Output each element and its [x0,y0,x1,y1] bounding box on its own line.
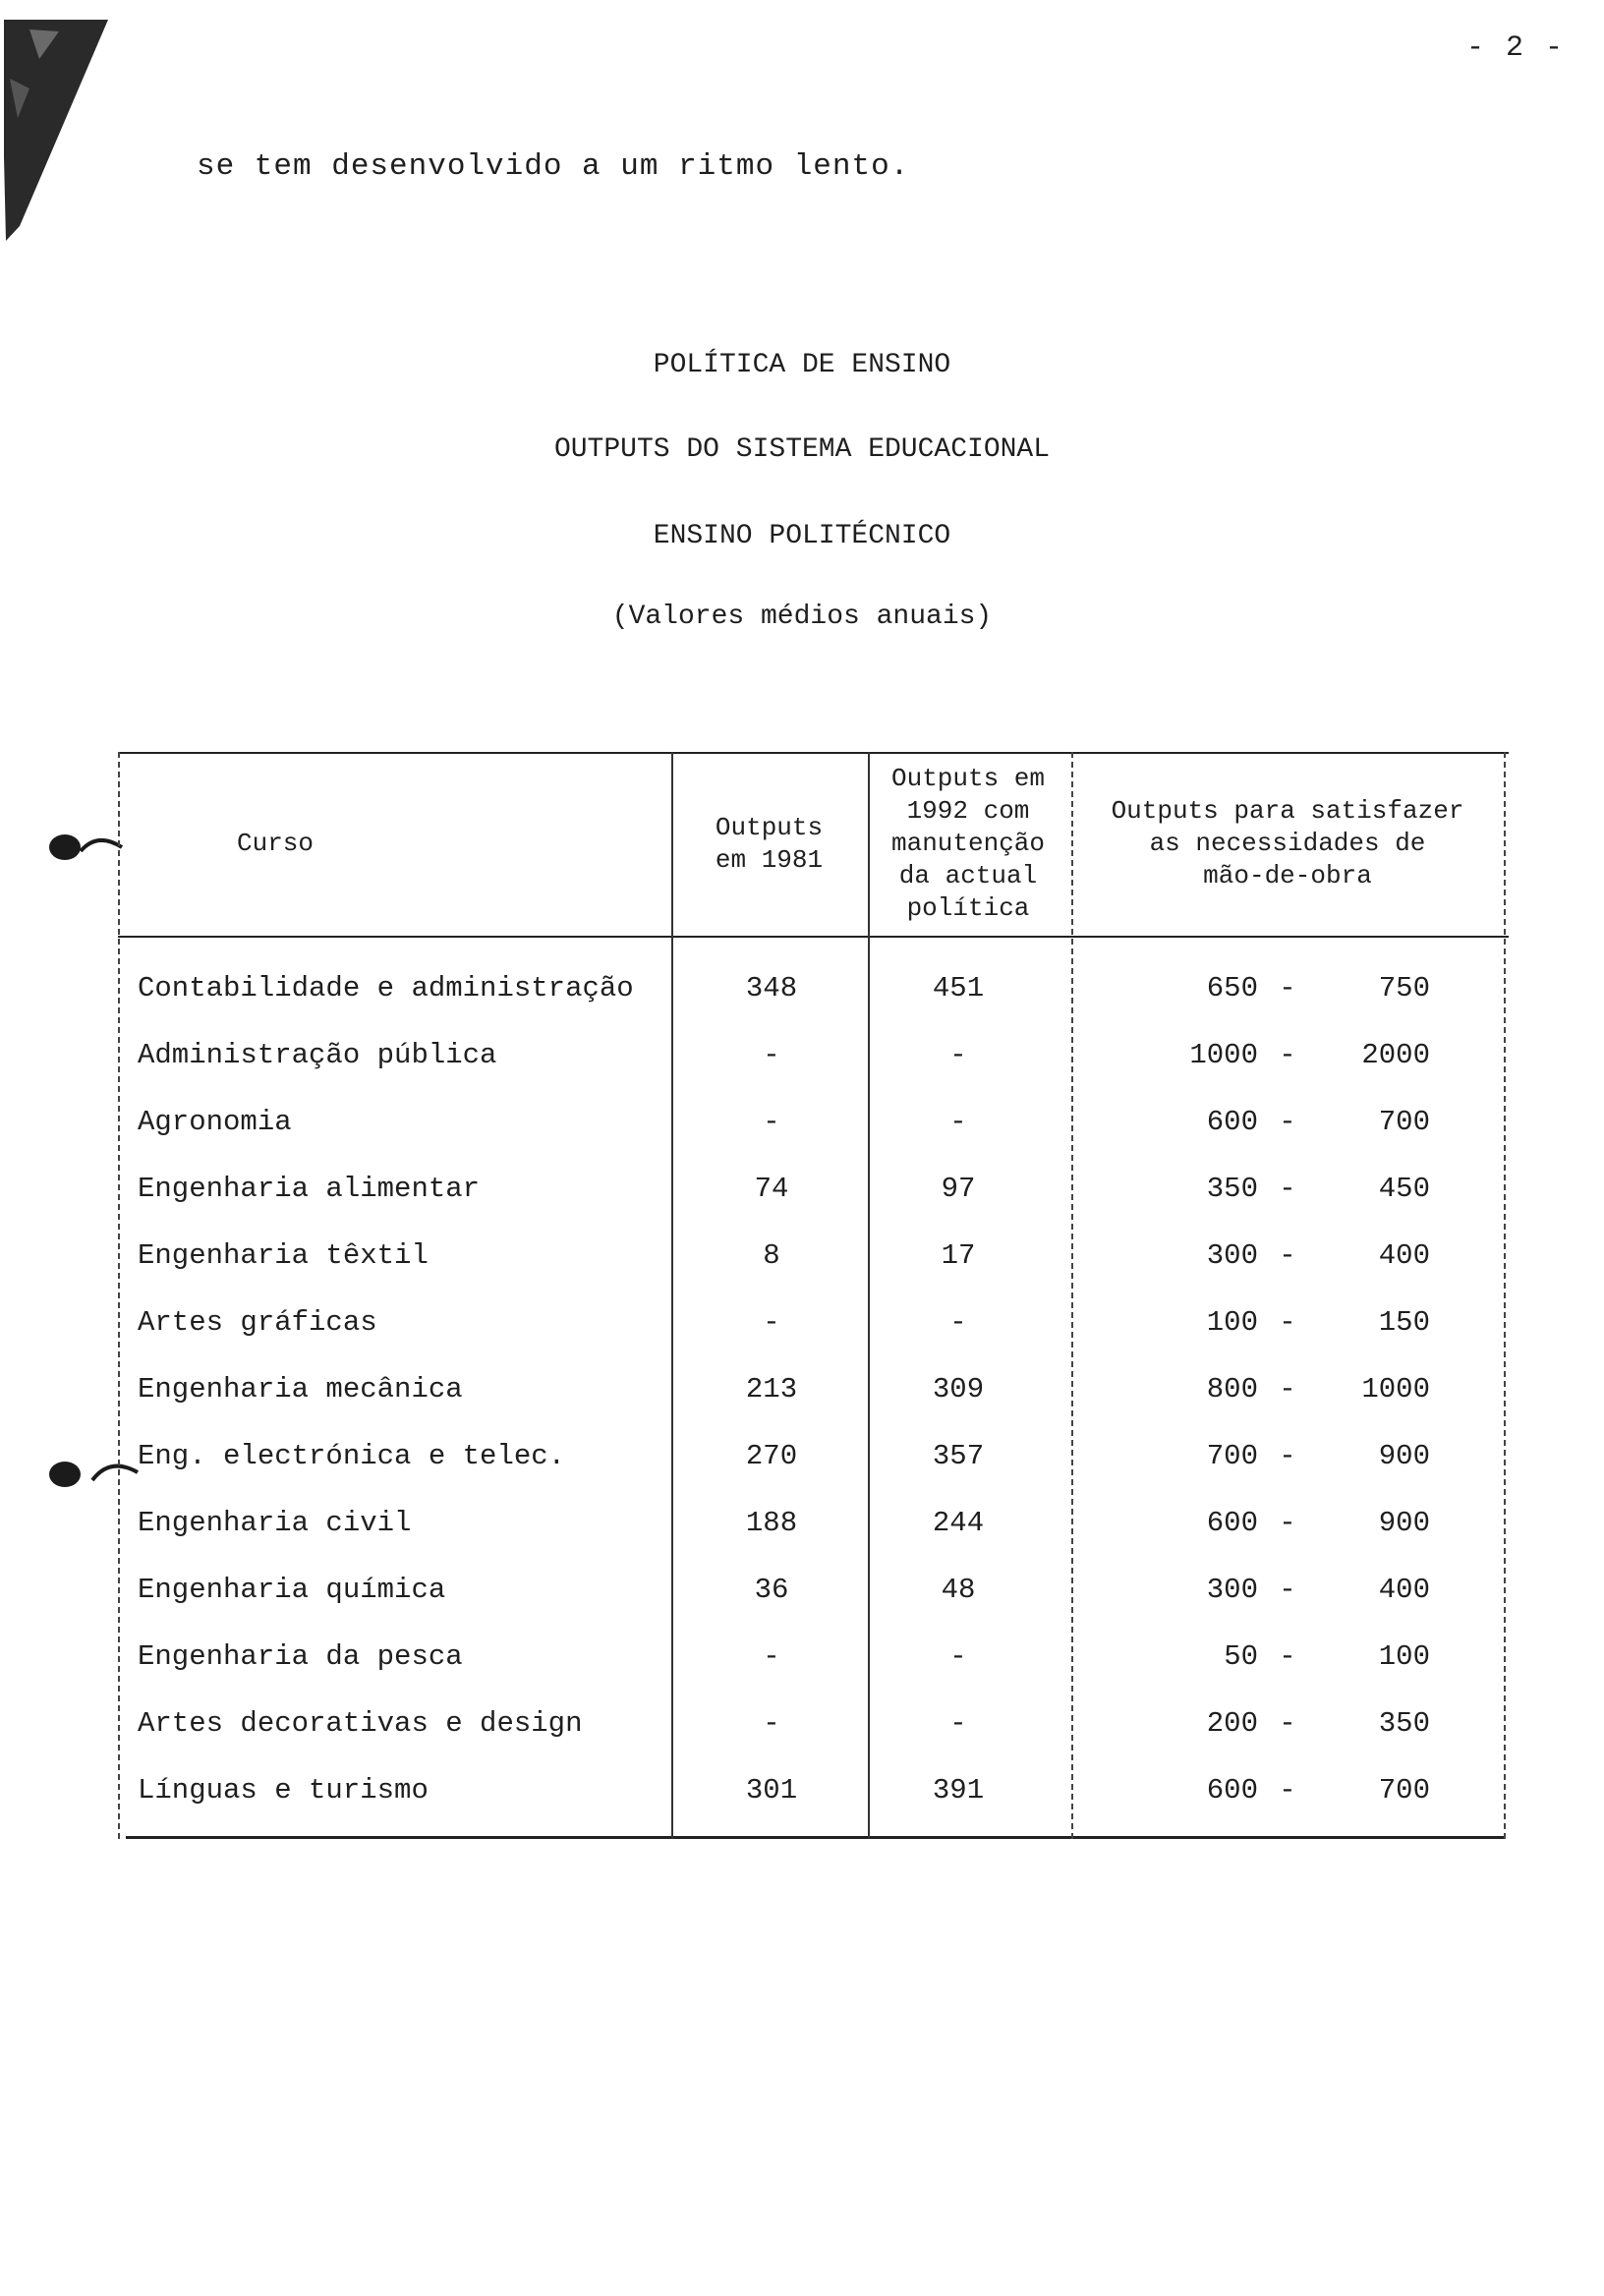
cell-range-high: 400 [1378,1574,1430,1606]
cell-curso: Artes gráficas [138,1306,377,1339]
cell-outputs-1981: 270 [745,1440,798,1472]
intro-text-line: se tem desenvolvido a um ritmo lento. [197,149,910,184]
cell-range-sep: - [1279,1239,1296,1272]
cell-outputs-1992: - [949,1039,967,1071]
cell-range-sep: - [1279,1373,1296,1406]
cell-curso: Engenharia civil [138,1507,412,1539]
table-row [118,1022,1509,1089]
table-row [118,1423,1509,1490]
header-outputs-1992-label: Outputs em 1992 com manutenção da actual política [890,764,1046,923]
cell-range-sep: - [1279,1106,1296,1138]
header-outputs-1981 [673,752,865,936]
cell-range-low: 300 [1206,1239,1258,1272]
cell-outputs-1992: 244 [932,1507,985,1539]
cell-range-sep: - [1279,1173,1296,1205]
cell-curso: Engenharia têxtil [138,1239,429,1272]
scan-corner-mark [0,20,118,246]
cell-outputs-1981: 213 [745,1373,798,1406]
cell-range-sep: - [1279,972,1296,1004]
cell-outputs-1992: 48 [941,1574,976,1606]
cell-range-low: 50 [1224,1640,1258,1673]
cell-outputs-1992: - [949,1640,967,1673]
cell-outputs-1992: 357 [932,1440,985,1472]
cell-curso: Engenharia da pesca [138,1640,463,1673]
cell-range-sep: - [1279,1507,1296,1539]
cell-range-sep: - [1279,1640,1296,1673]
cell-range-sep: - [1279,1039,1296,1071]
cell-range-low: 650 [1206,972,1258,1004]
cell-curso: Agronomia [138,1106,292,1138]
cell-curso: Artes decorativas e design [138,1707,583,1740]
cell-curso: Engenharia mecânica [138,1373,463,1406]
cell-range-high: 150 [1378,1306,1430,1339]
table-row [118,1089,1509,1156]
cell-range-sep: - [1279,1707,1296,1740]
cell-range-high: 700 [1378,1106,1430,1138]
cell-range-low: 100 [1206,1306,1258,1339]
cell-range-sep: - [1279,1574,1296,1606]
cell-outputs-1981: 8 [763,1239,780,1272]
cell-range-high: 750 [1378,972,1430,1004]
cell-curso: Engenharia alimentar [138,1173,481,1205]
cell-curso: Línguas e turismo [138,1774,429,1807]
heading-valores-medios: (Valores médios anuais) [611,602,993,632]
page-number: - 2 - [1465,31,1565,65]
table-row [118,955,1509,1022]
cell-range-low: 350 [1206,1173,1258,1205]
cell-range-low: 300 [1206,1574,1258,1606]
cell-outputs-1981: 74 [754,1173,789,1205]
cell-range-low: 600 [1206,1507,1258,1539]
cell-range-high: 100 [1378,1640,1430,1673]
cell-outputs-1981: - [763,1707,780,1740]
cell-outputs-1981: - [763,1640,780,1673]
cell-outputs-1992: 309 [932,1373,985,1406]
cell-range-low: 1000 [1189,1039,1258,1071]
cell-range-high: 350 [1378,1707,1430,1740]
cell-range-high: 900 [1378,1507,1430,1539]
cell-outputs-1992: 451 [932,972,985,1004]
table-row [118,1490,1509,1557]
heading-outputs-sistema: OUTPUTS DO SISTEMA EDUCACIONAL [553,434,1051,465]
cell-range-high: 450 [1378,1173,1430,1205]
cell-outputs-1981: 36 [754,1574,789,1606]
table-row [118,1557,1509,1624]
cell-curso: Eng. electrónica e telec. [138,1440,566,1472]
cell-range-low: 600 [1206,1106,1258,1138]
cell-outputs-1992: 391 [932,1774,985,1807]
cell-range-low: 200 [1206,1707,1258,1740]
table-header-border [118,936,1509,938]
cell-outputs-1992: 17 [941,1239,976,1272]
heading-ensino-politecnico: ENSINO POLITÉCNICO [653,521,951,551]
cell-range-high: 900 [1378,1440,1430,1472]
table-row [118,1624,1509,1691]
cell-outputs-1981: - [763,1306,780,1339]
table-row [118,1290,1509,1356]
cell-range-high: 2000 [1361,1039,1430,1071]
cell-outputs-1981: 301 [745,1774,798,1807]
cell-outputs-1981: - [763,1039,780,1071]
cell-outputs-1992: 97 [941,1173,976,1205]
table-bottom-border [126,1836,1504,1839]
cell-range-sep: - [1279,1306,1296,1339]
table-row [118,1691,1509,1757]
cell-range-sep: - [1279,1774,1296,1807]
table-row [118,1757,1509,1824]
header-curso-label: Curso [236,829,314,858]
heading-politica-ensino: POLÍTICA DE ENSINO [653,350,951,380]
cell-outputs-1992: - [949,1707,967,1740]
header-outputs-1981-label: Outputs em 1981 [715,812,824,875]
cell-range-low: 700 [1206,1440,1258,1472]
cell-range-high: 400 [1378,1239,1430,1272]
cell-curso: Engenharia química [138,1574,446,1606]
cell-range-low: 600 [1206,1774,1258,1807]
cell-outputs-1981: 348 [745,972,798,1004]
cell-outputs-1992: - [949,1306,967,1339]
table-row [118,1223,1509,1290]
cell-range-low: 800 [1206,1373,1258,1406]
cell-curso: Contabilidade e administração [138,972,634,1004]
header-curso [177,752,373,936]
header-outputs-necessidades-label: Outputs para satisfazer as necessidades de mão-de-obra [1111,796,1464,890]
cell-range-high: 700 [1378,1774,1430,1807]
header-outputs-necessidades [1076,752,1499,936]
header-outputs-1992 [870,752,1066,936]
table-row [118,1156,1509,1223]
cell-outputs-1981: 188 [745,1507,798,1539]
table-row [118,1356,1509,1423]
cell-curso: Administração pública [138,1039,497,1071]
cell-outputs-1981: - [763,1106,780,1138]
cell-range-sep: - [1279,1440,1296,1472]
cell-range-high: 1000 [1361,1373,1430,1406]
outputs-table [118,752,1509,1839]
cell-outputs-1992: - [949,1106,967,1138]
